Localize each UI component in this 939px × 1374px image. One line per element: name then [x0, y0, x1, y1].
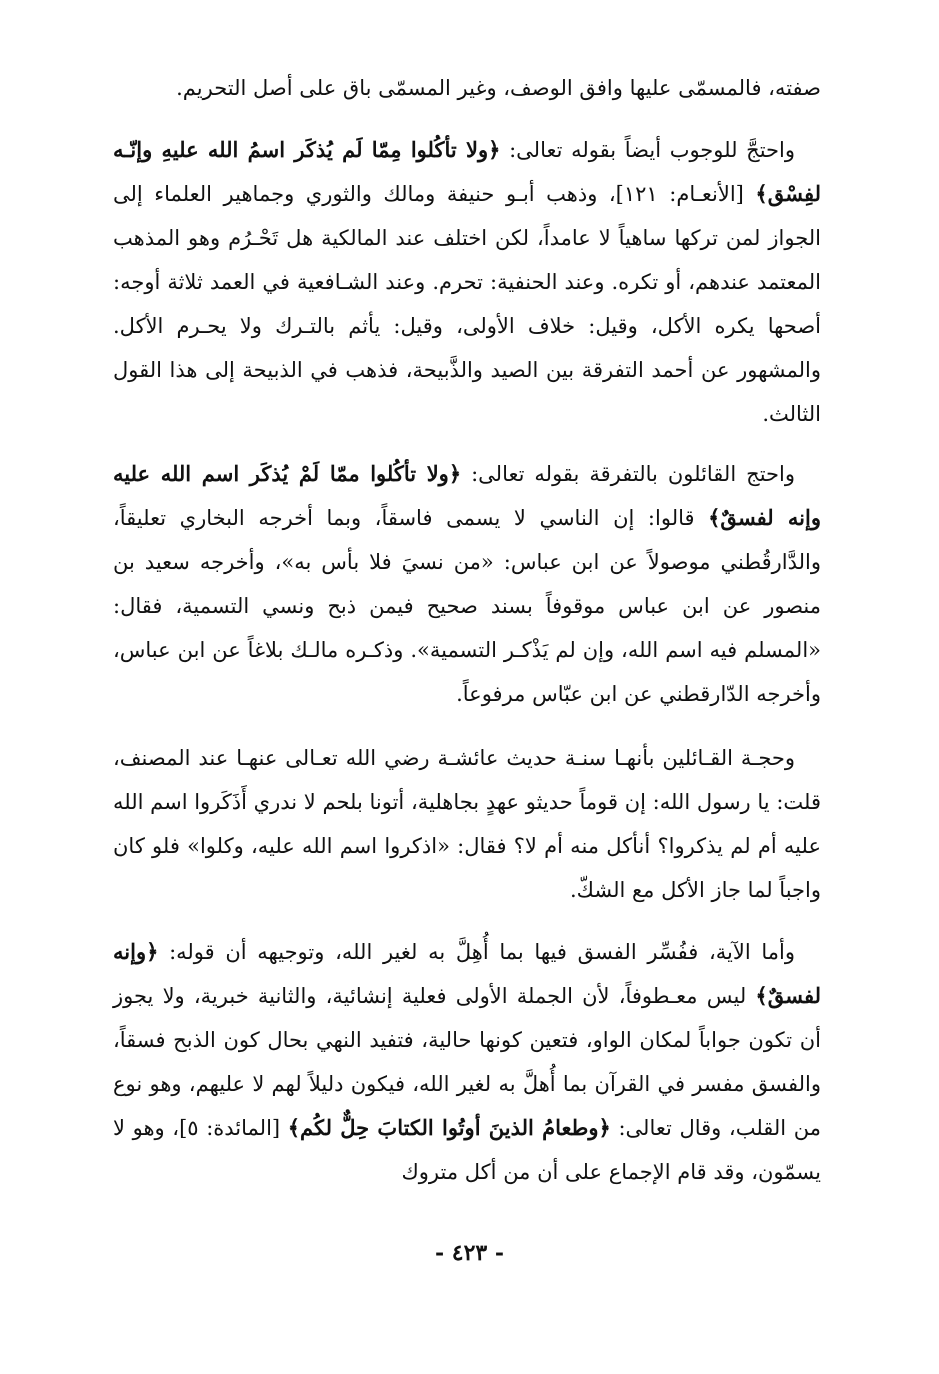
quran-verse: ﴿وطعامُ الذينَ أوتُوا الكتابَ حِلٌّ لكُم﴾	[287, 1115, 611, 1140]
paragraph-verse-interpretation	[113, 930, 821, 1194]
paragraph-continuation	[113, 66, 821, 110]
quran-verse: ﴿وإنه لفسقٌ﴾	[113, 939, 821, 1008]
quran-verse: ﴿ولا تأكُلوا ممّا لَمْ يُذكَر اسم الله عليه وإنه لفسقٌ﴾	[113, 461, 821, 530]
text-span: واحتجَّ للوجوب أيضاً بقوله تعالى:	[500, 138, 795, 162]
text-span: وحجـة القـائلين بأنهـا سنـة حديث عائشـة رضي الله تعـالى عنهـا عند المصنف، قلت: يا رسول الله: إن قوماً حديثو عهدٍ بجاهلية، أتونا بلحم لا ندري أَذَكَروا اسم الله عليه أم لم يذكروا؟ أنأكل منه أم لا؟ فقال: «اذكروا اسم الله عليه، وكلوا» فلو كان واجباً لما جاز الأكل مع الشكّ.	[113, 746, 821, 902]
text-span: قالوا: إن الناسي لا يسمى فاسقاً، وبما أخرجه البخاري تعليقاً، والدَّارقُطني موصولاً عن ابن عباس: «من نسيَ فلا بأس به»، وأخرجه سعيد بن منصور عن ابن عباس موقوفاً بسند صحيح فيمن ذبح ونسي التسمية، فقال: «المسلم فيه اسم الله، وإن لم يَذْكـر التسمية». وذكـره مالـك بلاغاً عن ابن عباس، وأخرجه الدّارقطني عن ابن عبّاس مرفوعاً.	[113, 506, 821, 706]
paragraph-tafriqa-argument	[113, 452, 821, 716]
text-span: واحتج القائلون بالتفرقة بقوله تعالى:	[461, 462, 795, 486]
text-span: [الأنعـام: ١٢١]، وذهب أبـو حنيفة ومالك والثوري وجماهير العلماء إلى الجواز لمن تركها ساهياً لا عامداً، لكن اختلف عند المالكية هل تَحْـرُم وهو المذهب المعتمد عندهم، أو تكره. وعند الحنفية: تحرم. وعند الشـافعية في العمد ثلاثة أوجه: أصحها يكره الأكل، وقيل: خلاف الأولى، وقيل: يأثم بالتـرك ولا يحـرم الأكل. والمشهور عن أحمد التفرقة بين الصيد والذَّبيحة، فذهب في الذبيحة إلى هذا القول الثالث.	[113, 182, 821, 426]
page-number: - ٤٢٣ -	[434, 1240, 505, 1266]
text-span: صفته، فالمسمّى عليها وافق الوصف، وغير المسمّى باق على أصل التحريم.	[176, 76, 821, 100]
text-span: ليس معـطوفاً، لأن الجملة الأولى فعلية إنشائية، والثانية خبرية، ولا يجوز أن تكون جواباً لمكان الواو، فتعين كونها حالية، فتفيد النهي بحال كون الذبح فسقاً، والفسق مفسر في القرآن بما أُهلَّ به لغير الله، فيكون دليلاً لهم لا عليهم، وهو نوع من القلب، وقال تعالى:	[113, 984, 821, 1140]
text-span: وأما الآية، ففُسِّر الفسق فيها بما أُهِلَّ به لغير الله، وتوجيهه أن قوله:	[158, 940, 795, 964]
paragraph-wujub-argument	[113, 128, 821, 436]
text-span: [المائدة: ٥]، وهو لا يسمّون، وقد قام الإجماع على أن من أكل متروك	[113, 1116, 821, 1184]
quran-verse: ﴿ولا تأكُلوا مِمّا لَم يُذكَر اسمُ الله عليهِ وإنّـه لفِسْق﴾	[113, 137, 821, 206]
paragraph-sunnah-argument	[113, 736, 821, 912]
